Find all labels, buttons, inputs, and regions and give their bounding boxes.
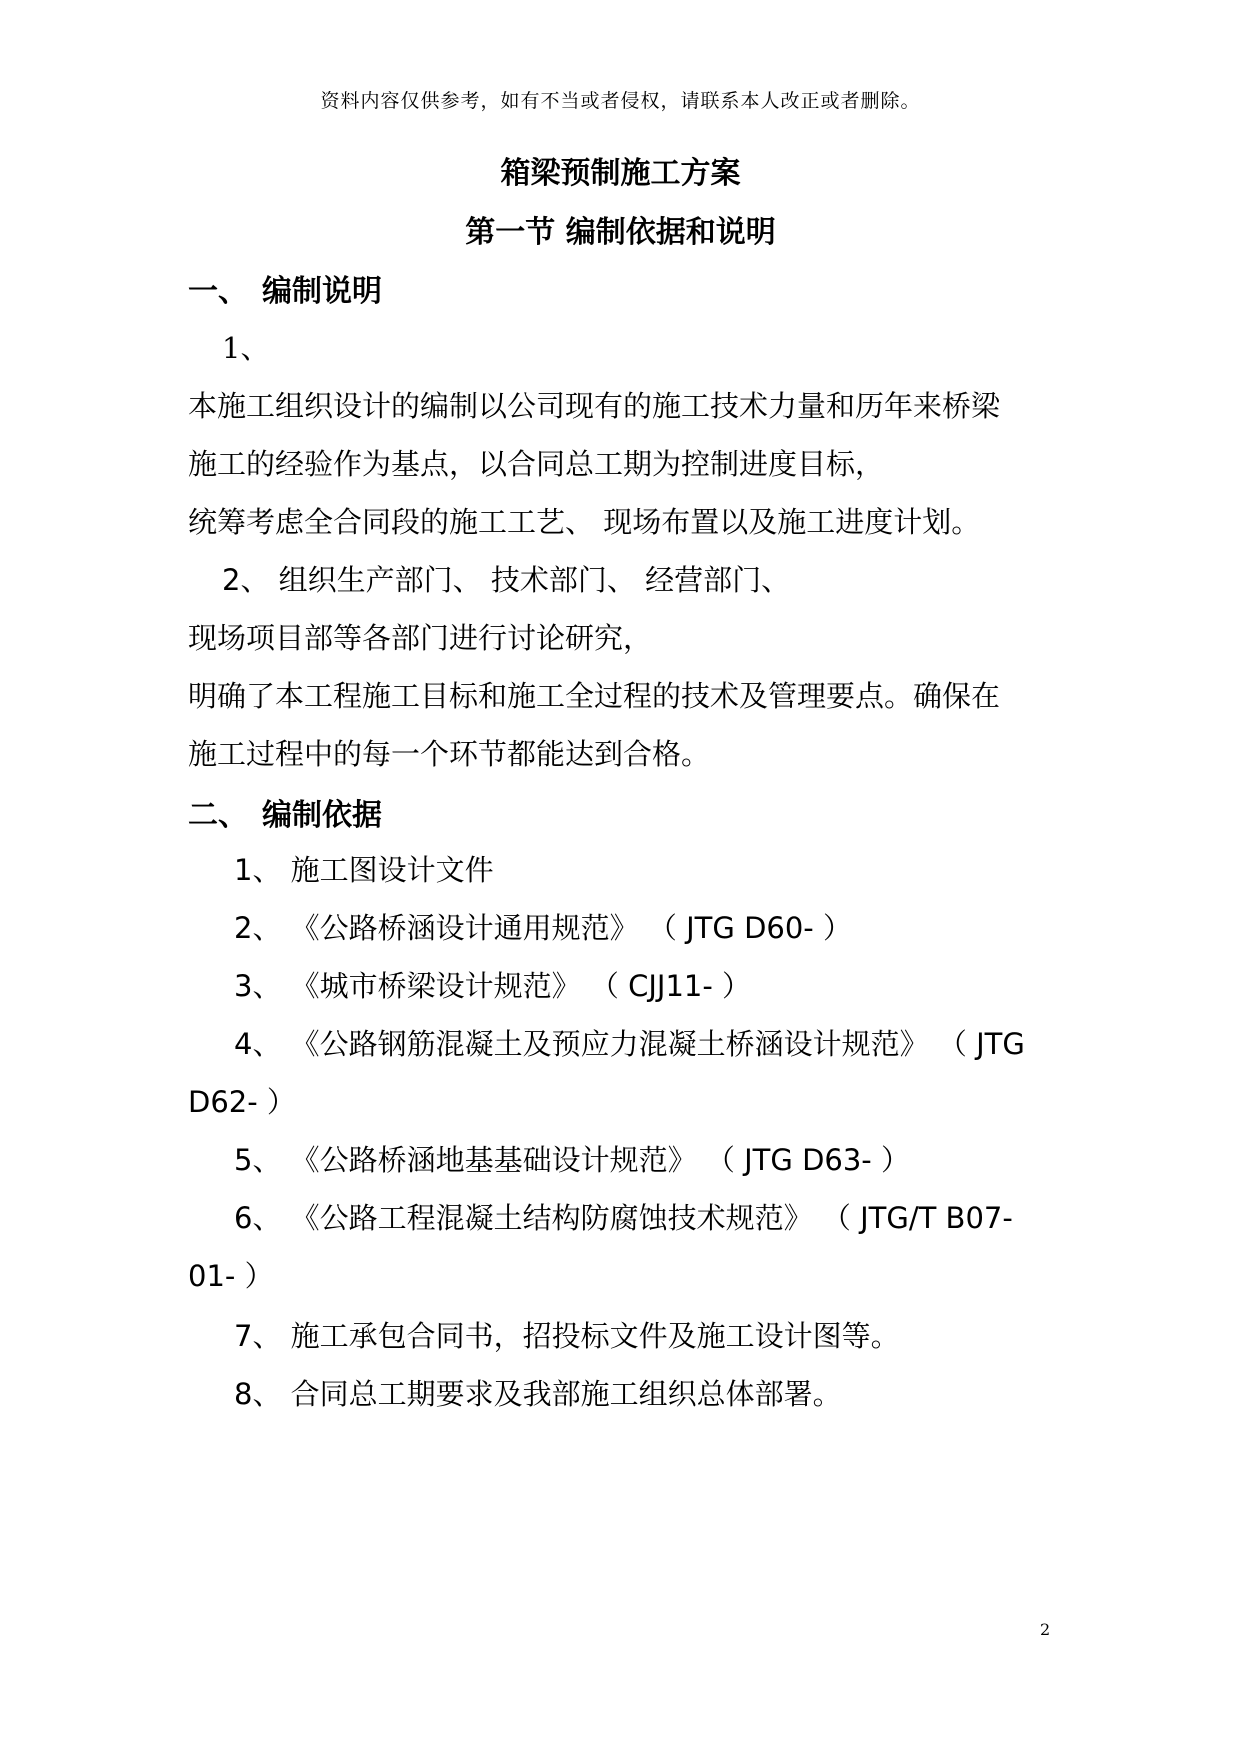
disclaimer-notice: 资料内容仅供参考，如有不当或者侵权，请联系本人改正或者删除。 [320,90,921,112]
basis-item-2: 2、 《公路桥涵设计通用规范》 （ JTG D60- ） [234,911,852,945]
item1-line-1: 本施工组织设计的编制以公司现有的施工技术力量和历年来桥梁 [188,389,1001,423]
basis-item-4: 4、 《公路钢筋混凝土及预应力混凝土桥涵设计规范》 （ JTG [234,1027,1025,1061]
part2-number: 二、 [188,798,248,833]
basis-item-7: 7、 施工承包合同书，招投标文件及施工设计图等。 [234,1319,900,1353]
item1-number: 1、 [222,331,270,365]
basis-item-6: 6、 《公路工程混凝土结构防腐蚀技术规范》 （ JTG/T B07- [234,1201,1013,1235]
part2-heading [188,790,382,834]
basis-item-4-cont: D62- ） [188,1085,296,1119]
item2-first-line: 2、 组织生产部门、 技术部门、 经营部门、 [222,563,791,597]
basis-item-5: 5、 《公路桥涵地基基础设计规范》 （ JTG D63- ） [234,1143,910,1177]
item1-line-2: 施工的经验作为基点，以合同总工期为控制进度目标， [188,447,885,481]
document-title: 箱梁预制施工方案 [500,156,741,191]
part2-heading-text: 编制依据 [262,798,382,833]
basis-item-6-cont: 01- ） [188,1259,274,1293]
page-number: 2 [1040,1620,1051,1639]
part1-number: 一、 [188,274,248,309]
item2-line-2: 明确了本工程施工目标和施工全过程的技术及管理要点。确保在 [188,679,1001,713]
part1-heading [188,266,382,310]
part1-heading-text: 编制说明 [262,274,382,309]
section-title: 第一节 编制依据和说明 [465,215,776,250]
item2-line-3: 施工过程中的每一个环节都能达到合格。 [188,737,711,771]
basis-item-3: 3、 《城市桥梁设计规范》 （ CJJ11- ） [234,969,752,1003]
basis-item-1: 1、 施工图设计文件 [234,853,494,887]
basis-item-8: 8、 合同总工期要求及我部施工组织总体部署。 [234,1377,842,1411]
item2-line-1: 现场项目部等各部门进行讨论研究， [188,621,653,655]
item1-line-3: 统筹考虑全合同段的施工工艺、 现场布置以及施工进度计划。 [188,505,981,539]
